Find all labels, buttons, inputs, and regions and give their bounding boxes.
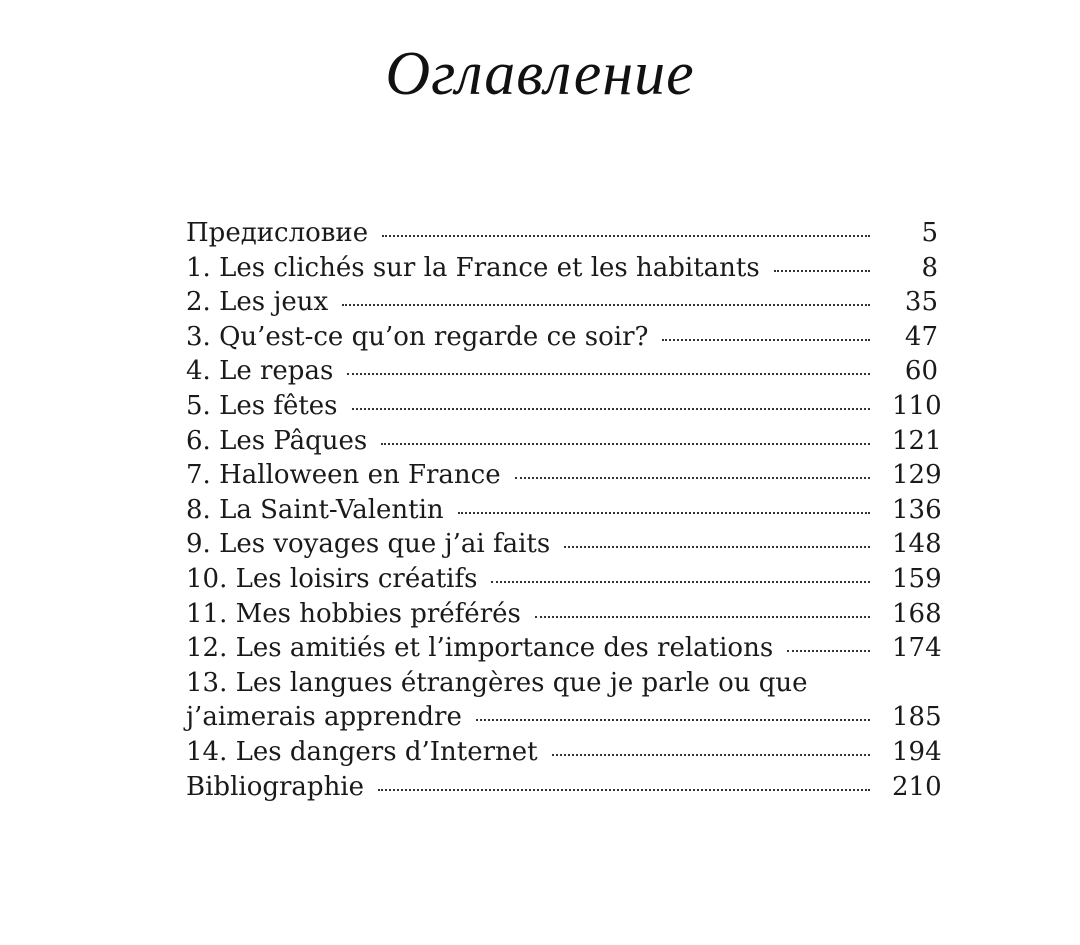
toc-entry-label: 9. Les voyages que j’ai faits bbox=[186, 529, 551, 560]
toc-entry-label: 7. Halloween en France bbox=[186, 460, 501, 491]
toc-entry[interactable] bbox=[186, 493, 942, 528]
toc-entry-label: 10. Les loisirs créatifs bbox=[186, 563, 478, 594]
toc-page-number: 194 bbox=[892, 736, 942, 767]
toc-entry-label: 4. Le repas bbox=[186, 356, 334, 387]
toc-page-number: 47 bbox=[904, 321, 938, 352]
toc-page-number: 35 bbox=[904, 287, 938, 318]
dot-leader bbox=[347, 372, 870, 375]
dot-leader bbox=[491, 580, 870, 583]
dot-leader bbox=[476, 718, 870, 721]
toc-entry[interactable] bbox=[186, 597, 942, 632]
dot-leader bbox=[352, 407, 870, 410]
toc-page-number: 168 bbox=[892, 598, 942, 629]
dot-leader bbox=[662, 338, 870, 341]
toc-page-number: 148 bbox=[892, 529, 942, 560]
dot-leader bbox=[787, 649, 870, 652]
toc-page-number: 159 bbox=[892, 563, 942, 594]
toc-page-number: 5 bbox=[921, 218, 938, 248]
toc-entry-label: 8. La Saint-Valentin bbox=[186, 494, 444, 525]
dot-leader bbox=[342, 303, 870, 306]
toc-entry[interactable] bbox=[186, 216, 938, 251]
toc-entry-label: Bibliographie bbox=[186, 771, 365, 802]
dot-leader bbox=[564, 545, 870, 548]
toc-entry-label: 3. Qu’est-ce qu’on regarde ce soir? bbox=[186, 321, 649, 352]
toc-entry[interactable] bbox=[186, 562, 942, 597]
toc-entry[interactable] bbox=[186, 354, 938, 389]
dot-leader bbox=[382, 234, 870, 237]
toc-entry-label: 12. Les amitiés et l’importance des relations bbox=[186, 633, 774, 664]
table-of-contents bbox=[186, 216, 942, 804]
toc-page-number: 185 bbox=[892, 702, 942, 733]
toc-entry-label: Предисловие bbox=[186, 218, 369, 248]
toc-entry[interactable] bbox=[186, 458, 942, 493]
toc-entry[interactable] bbox=[186, 389, 942, 424]
toc-entry-label: 1. Les clichés sur la France et les habitants bbox=[186, 252, 760, 283]
toc-page-number: 174 bbox=[892, 633, 942, 664]
toc-entry-label: 5. Les fêtes bbox=[186, 390, 338, 421]
toc-page-number: 60 bbox=[904, 356, 938, 387]
dot-leader bbox=[378, 788, 870, 791]
toc-entry[interactable] bbox=[186, 666, 942, 735]
toc-entry[interactable] bbox=[186, 770, 942, 805]
page-title: Оглавление bbox=[385, 40, 695, 108]
toc-entry[interactable] bbox=[186, 735, 942, 770]
toc-page-number: 210 bbox=[892, 771, 942, 802]
dot-leader bbox=[515, 476, 870, 479]
toc-page-number: 129 bbox=[892, 460, 942, 491]
toc-entry[interactable] bbox=[186, 527, 942, 562]
dot-leader bbox=[381, 442, 870, 445]
toc-entry[interactable] bbox=[186, 631, 942, 666]
toc-entry-label-line2: j’aimerais apprendre bbox=[186, 702, 462, 733]
toc-entry[interactable] bbox=[186, 424, 942, 459]
toc-page-number: 8 bbox=[921, 252, 938, 283]
toc-entry-label-line1: 13. Les langues étrangères que je parle ou que bbox=[186, 667, 808, 698]
toc-entry[interactable] bbox=[186, 320, 938, 355]
dot-leader bbox=[458, 511, 870, 514]
dot-leader bbox=[774, 269, 870, 272]
toc-entry[interactable] bbox=[186, 251, 938, 286]
toc-entry-label: 14. Les dangers d’Internet bbox=[186, 736, 538, 767]
toc-page-number: 136 bbox=[892, 494, 942, 525]
dot-leader bbox=[552, 753, 870, 756]
dot-leader bbox=[535, 615, 870, 618]
toc-entry-label: 11. Mes hobbies préférés bbox=[186, 598, 521, 629]
toc-entry-label: 6. Les Pâques bbox=[186, 425, 368, 456]
toc-entry[interactable] bbox=[186, 285, 938, 320]
toc-page-number: 110 bbox=[892, 390, 942, 421]
toc-page-number: 121 bbox=[892, 425, 942, 456]
toc-entry-label: 2. Les jeux bbox=[186, 287, 329, 318]
